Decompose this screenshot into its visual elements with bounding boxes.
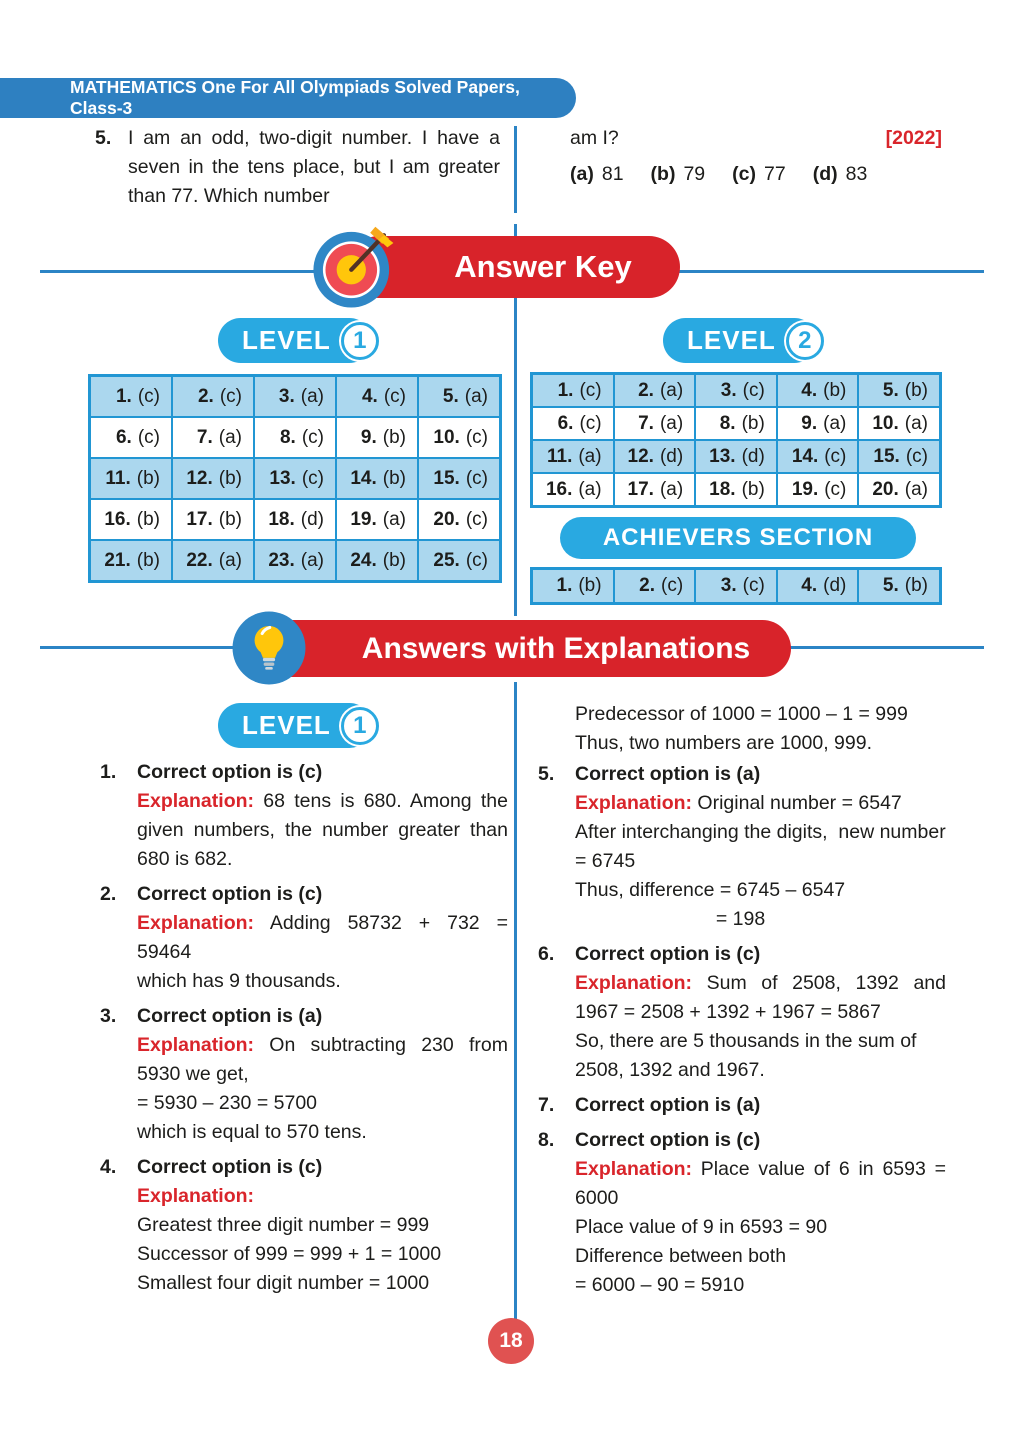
header-title: MATHEMATICS One For All Olympiads Solved Papers, Class-3 bbox=[70, 77, 520, 118]
page-number-badge bbox=[488, 1318, 534, 1364]
answer-cell: 18. (b) bbox=[695, 473, 777, 506]
explanations-banner bbox=[243, 620, 791, 677]
explanations-right-column bbox=[538, 700, 952, 1306]
answer-cell: 5. (a) bbox=[418, 376, 500, 417]
answer-cell: 5. (b) bbox=[858, 374, 940, 407]
explanations-left-column bbox=[100, 758, 508, 1304]
answer-cell: 2. (c) bbox=[172, 376, 254, 417]
answer-cell: 2. (c) bbox=[614, 569, 696, 603]
level2-answer-table bbox=[530, 372, 942, 508]
achievers-section-pill: ACHIEVERS SECTION bbox=[560, 517, 916, 559]
answer-cell: 15. (c) bbox=[418, 458, 500, 499]
explanation-item-6: 6. Correct option is (c) Explanation: Sum of 2508, 1392 and 1967 = 2508 + 1392 + 1967 = 5867 So, there are 5 thousands in the sum of 2508, 1392 and 1967. bbox=[538, 943, 946, 1081]
answer-cell: 7. (a) bbox=[614, 407, 696, 440]
level1-pill: LEVEL 1 bbox=[218, 318, 372, 363]
question-number: 5. bbox=[95, 127, 112, 149]
answer-cell: 4. (b) bbox=[777, 374, 859, 407]
answer-cell: 11. (a) bbox=[532, 440, 614, 473]
answer-cell: 8. (b) bbox=[695, 407, 777, 440]
answer-cell: 1. (c) bbox=[532, 374, 614, 407]
question-text: I am an odd, two-digit number. I have a seven in the tens place, but I am greater than 77. Which number bbox=[128, 127, 500, 207]
option-c: (c) 77 bbox=[732, 163, 786, 185]
answer-key-banner bbox=[348, 236, 680, 298]
achievers-answer-table bbox=[530, 567, 942, 605]
answer-cell: 14. (b) bbox=[336, 458, 418, 499]
level2-pill: LEVEL 2 bbox=[663, 318, 817, 363]
answer-cell: 21. (b) bbox=[90, 540, 172, 581]
level1-answer-table bbox=[88, 374, 502, 583]
explanation-item-7: 7. Correct option is (a) bbox=[538, 1094, 761, 1116]
question-right bbox=[570, 124, 942, 189]
explanation-item-8: 8. Correct option is (c) Explanation: Place value of 6 in 6593 = 6000 Place value of 9 in 6593 = 90 Difference between both = 6000 – 90 = 5910 bbox=[538, 1129, 946, 1296]
year-tag: [2022] bbox=[885, 127, 942, 149]
answer-cell: 23. (a) bbox=[254, 540, 336, 581]
level1-number: 1 bbox=[341, 322, 379, 360]
answer-cell: 13. (d) bbox=[695, 440, 777, 473]
answer-cell: 4. (d) bbox=[777, 569, 859, 603]
answer-key-title: Answer Key bbox=[454, 249, 632, 284]
answer-cell: 24. (b) bbox=[336, 540, 418, 581]
explanations-level1-number: 1 bbox=[341, 707, 379, 745]
answer-cell: 16. (b) bbox=[90, 499, 172, 540]
answer-cell: 11. (b) bbox=[90, 458, 172, 499]
answer-cell: 10. (c) bbox=[418, 417, 500, 458]
answer-cell: 6. (c) bbox=[90, 417, 172, 458]
page-number: 18 bbox=[499, 1329, 523, 1352]
options-row bbox=[570, 160, 942, 189]
option-d: (d) 83 bbox=[812, 163, 868, 185]
answer-cell: 19. (a) bbox=[336, 499, 418, 540]
answer-cell: 20. (c) bbox=[418, 499, 500, 540]
answer-cell: 12. (d) bbox=[614, 440, 696, 473]
target-icon bbox=[310, 225, 396, 311]
answer-cell: 15. (c) bbox=[858, 440, 940, 473]
explanation-item-5: 5. Correct option is (a) Explanation: Original number = 6547 After interchanging the digits, new number = 6745 Thus, difference = 6745 – 6547 = 198 bbox=[538, 763, 952, 930]
option-b: (b) 79 bbox=[650, 163, 706, 185]
answer-cell: 2. (a) bbox=[614, 374, 696, 407]
answer-cell: 20. (a) bbox=[858, 473, 940, 506]
answer-cell: 17. (a) bbox=[614, 473, 696, 506]
answer-cell: 3. (a) bbox=[254, 376, 336, 417]
answer-cell: 13. (c) bbox=[254, 458, 336, 499]
answer-cell: 14. (c) bbox=[777, 440, 859, 473]
explanation-item-2: 2. Correct option is (c) Explanation: Adding 58732 + 732 = 59464 which has 9 thousands. bbox=[100, 883, 508, 992]
answer-cell: 25. (c) bbox=[418, 540, 500, 581]
option-a: (a) 81 bbox=[570, 163, 624, 185]
explanation-item-4: 4. Correct option is (c) Explanation: Greatest three digit number = 999 Successor of 999 = 999 + 1 = 1000 Smallest four digit number = 1000 bbox=[100, 1156, 442, 1294]
answer-cell: 5. (b) bbox=[858, 569, 940, 603]
explanations-level1-pill: LEVEL 1 bbox=[218, 703, 372, 748]
answer-cell: 19. (c) bbox=[777, 473, 859, 506]
answer-cell: 17. (b) bbox=[172, 499, 254, 540]
answer-cell: 6. (c) bbox=[532, 407, 614, 440]
answer-cell: 1. (c) bbox=[90, 376, 172, 417]
level2-number: 2 bbox=[786, 322, 824, 360]
question-left bbox=[95, 124, 500, 211]
answer-cell: 3. (c) bbox=[695, 374, 777, 407]
column-divider bbox=[514, 126, 517, 213]
answer-cell: 3. (c) bbox=[695, 569, 777, 603]
question-tail: am I? bbox=[570, 127, 619, 149]
lightbulb-icon bbox=[231, 610, 307, 686]
answer-cell: 22. (a) bbox=[172, 540, 254, 581]
answer-cell: 10. (a) bbox=[858, 407, 940, 440]
answer-cell: 9. (a) bbox=[777, 407, 859, 440]
answer-cell: 7. (a) bbox=[172, 417, 254, 458]
answer-cell: 4. (c) bbox=[336, 376, 418, 417]
answer-cell: 9. (b) bbox=[336, 417, 418, 458]
item4-continuation: Predecessor of 1000 = 1000 – 1 = 999 Thus, two numbers are 1000, 999. bbox=[575, 703, 908, 754]
answer-cell: 12. (b) bbox=[172, 458, 254, 499]
explanations-title: Answers with Explanations bbox=[361, 631, 751, 665]
answer-cell: 8. (c) bbox=[254, 417, 336, 458]
answer-cell: 1. (b) bbox=[532, 569, 614, 603]
answer-cell: 16. (a) bbox=[532, 473, 614, 506]
header-banner bbox=[0, 78, 576, 118]
answer-cell: 18. (d) bbox=[254, 499, 336, 540]
explanation-item-1: 1. Correct option is (c) Explanation: 68 tens is 680. Among the given numbers, the number greater than 680 is 682. bbox=[100, 761, 508, 870]
explanation-item-3: 3. Correct option is (a) Explanation: On subtracting 230 from 5930 we get, = 5930 – 230 = 5700 which is equal to 570 tens. bbox=[100, 1005, 508, 1143]
column-divider bbox=[514, 682, 517, 1322]
